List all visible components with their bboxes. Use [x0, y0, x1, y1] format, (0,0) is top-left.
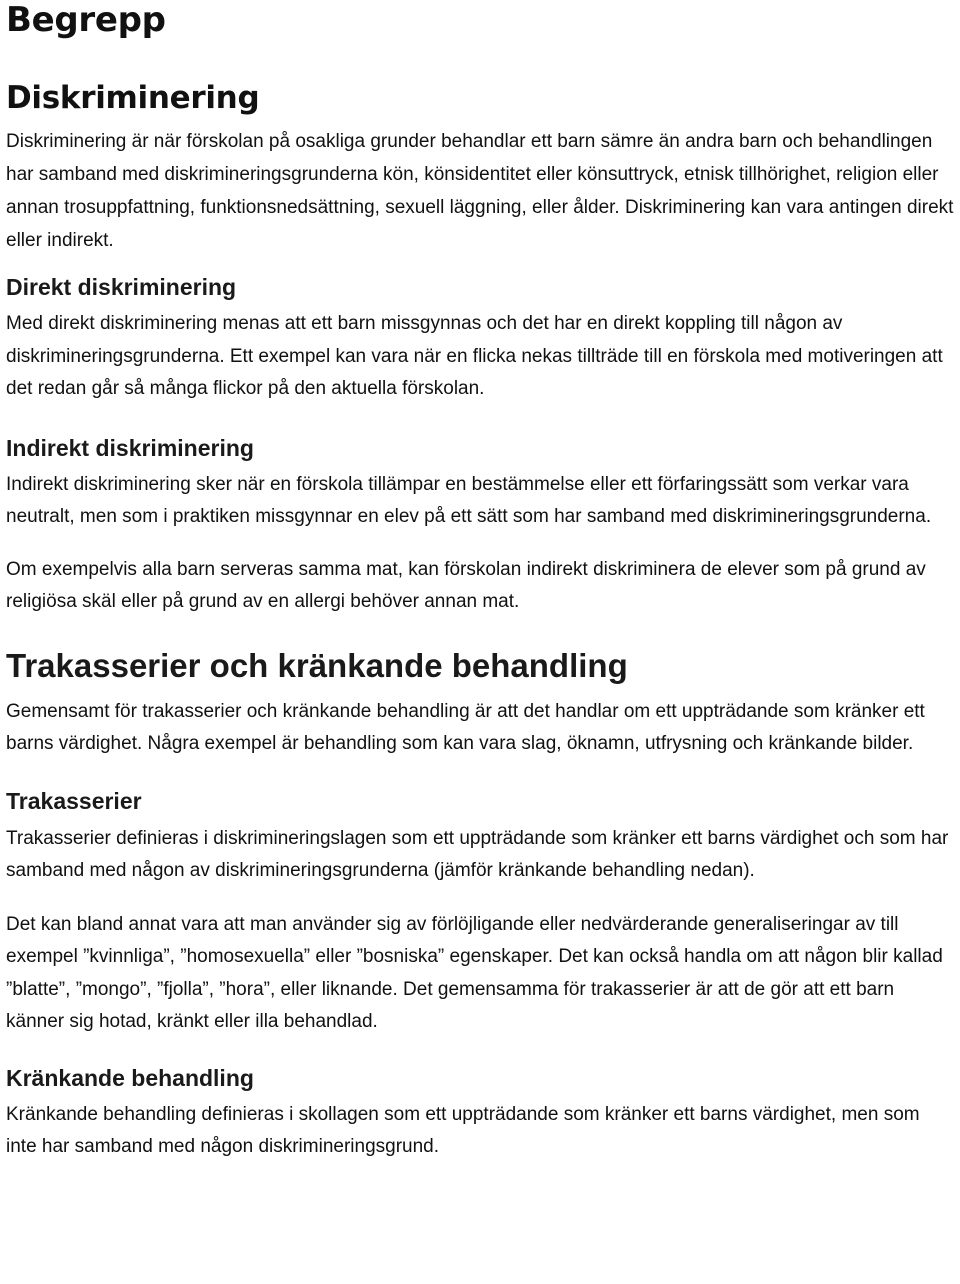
heading-diskriminering: Diskriminering	[6, 80, 260, 116]
paragraph-trakasserier-definition: Trakasserier definieras i diskrimineringslagen som ett uppträdande som kränker ett barns värdighet och som har samband med någon av diskrimineringsgrunderna (jämför kränkande behandling nedan).	[6, 827, 949, 881]
heading-trakasserier: Trakasserier	[6, 787, 142, 814]
paragraph-diskriminering: Diskriminering är när förskolan på osakliga grunder behandlar ett barn sämre än andra barn och behandlingen har samband med diskrimineringsgrunderna kön, könsidentitet eller könsuttryck, etnisk tillhörighet, religion eller annan trosuppfattning, funktionsnedsättning, sexuell läggning, eller ålder. Diskriminering kan vara antingen direkt eller indirekt.	[6, 131, 954, 251]
heading-indirekt-diskriminering: Indirekt diskriminering	[6, 434, 254, 461]
paragraph-indirekt-exempel: Om exempelvis alla barn serveras samma mat, kan förskolan indirekt diskriminera de elever som på grund av religiösa skäl eller på grund av en allergi behöver annan mat.	[6, 558, 926, 612]
document-title: Begrepp	[6, 0, 166, 40]
heading-trakasserier-och-krankande: Trakasserier och kränkande behandling	[6, 646, 628, 684]
document-page	[6, 0, 954, 1164]
paragraph-direkt-diskriminering: Med direkt diskriminering menas att ett barn missgynnas och det har en direkt koppling till någon av diskrimineringsgrunderna. Ett exempel kan vara när en flicka nekas tillträde till en förskola med motiveringen att det redan går så många flickor på den aktuella förskolan.	[6, 313, 943, 399]
paragraph-gemensamt: Gemensamt för trakasserier och kränkande behandling är att det handlar om ett uppträdande som kränker ett barns värdighet. Några exempel är behandling som kan vara slag, öknamn, utfrysning och kränkande bilder.	[6, 700, 925, 754]
paragraph-krankande-behandling: Kränkande behandling definieras i skollagen som ett uppträdande som kränker ett barns värdighet, men som inte har samband med någon diskrimineringsgrund.	[6, 1103, 920, 1157]
heading-direkt-diskriminering: Direkt diskriminering	[6, 274, 237, 300]
paragraph-indirekt-definition: Indirekt diskriminering sker när en förskola tillämpar en bestämmelse eller ett förfaringssätt som verkar vara neutralt, men som i praktiken missgynnar en elev på ett sätt som har samband med diskrimineringsgrunderna.	[6, 473, 932, 527]
paragraph-trakasserier-exempel: Det kan bland annat vara att man använder sig av förlöjligande eller nedvärderande generaliseringar av till exempel ”kvinnliga”, ”homosexuella” eller ”bosniska” egenskaper. Det kan också handla om att någon blir kallad ”blatte”, ”mongo”, ”fjolla”, ”hora”, eller liknande. Det gemensamma för trakasserier är att de gör att ett barn känner sig hotad, kränkt eller illa behandlad.	[6, 913, 943, 1032]
heading-krankande-behandling: Kränkande behandling	[6, 1064, 254, 1091]
